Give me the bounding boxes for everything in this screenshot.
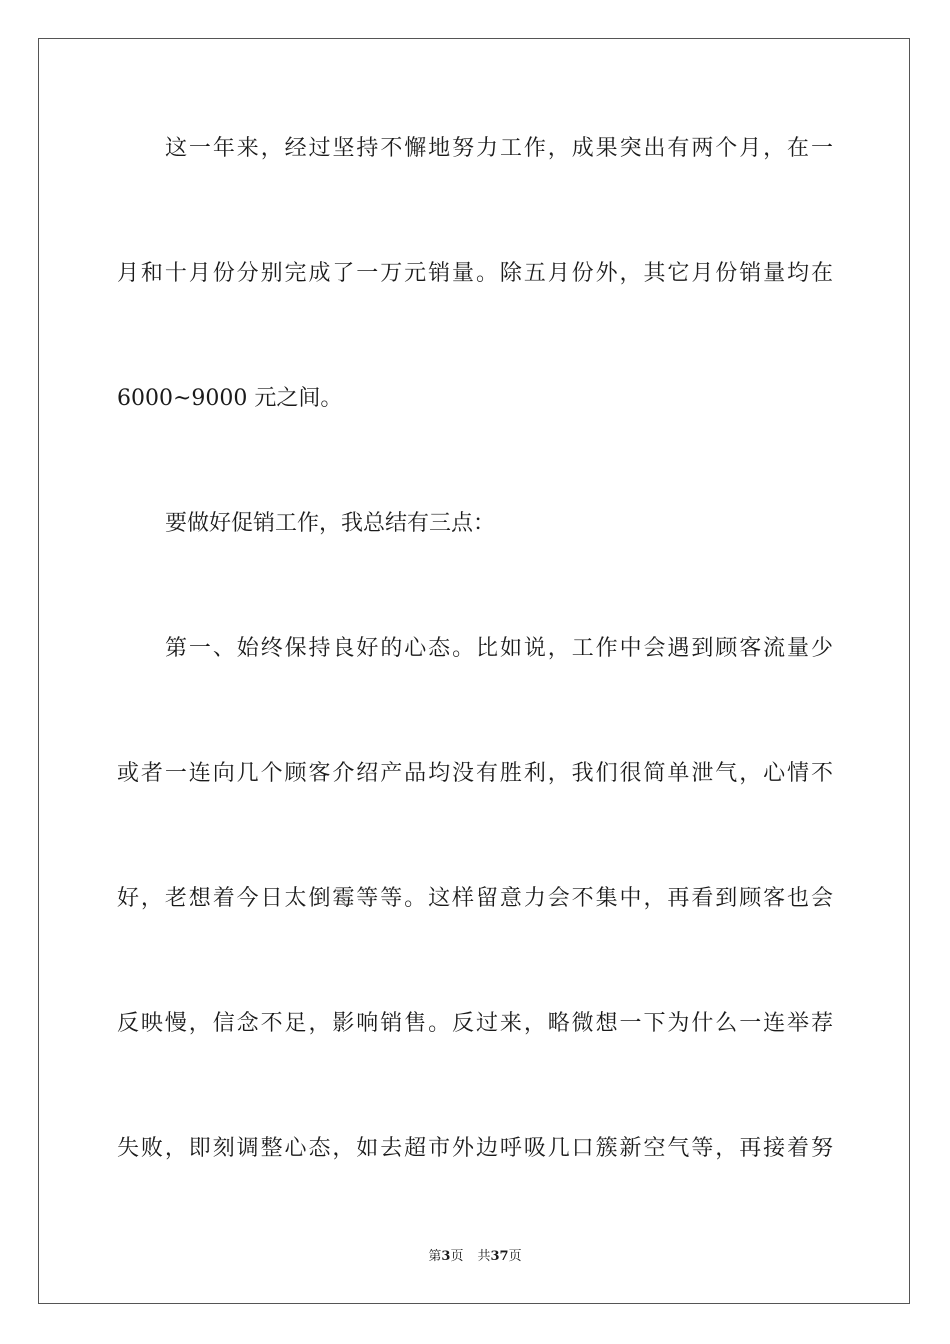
paragraph-line-8: 反映慢，信念不足，影响销售。反过来，略微想一下为什么一连举荐: [117, 1011, 833, 1036]
page-footer: [0, 1248, 950, 1266]
page-number-suffix: 页: [450, 1249, 464, 1264]
paragraph-line-5: 第一、始终保持良好的心态。比如说，工作中会遇到顾客流量少: [165, 636, 833, 661]
paragraph-line-9: 失败，即刻调整心态，如去超市外边呼吸几口簇新空气等，再接着努: [117, 1136, 833, 1161]
paragraph-line-7: 好，老想着今日太倒霉等等。这样留意力会不集中，再看到顾客也会: [117, 886, 833, 911]
paragraph-line-6: 或者一连向几个顾客介绍产品均没有胜利，我们很简单泄气，心情不: [117, 761, 833, 786]
paragraph-line-1: 这一年来，经过坚持不懈地努力工作，成果突出有两个月，在一: [165, 136, 833, 161]
page-number-current: 3: [441, 1249, 451, 1264]
paragraph-line-4: 要做好促销工作，我总结有三点：: [165, 511, 496, 536]
paragraph-line-2: 月和十月份分别完成了一万元销量。除五月份外，其它月份销量均在: [117, 261, 833, 286]
page-border: [38, 38, 910, 1304]
page-number-prefix: 第: [428, 1249, 442, 1264]
page-total-prefix: 共: [477, 1249, 491, 1264]
page-total-suffix: 页: [508, 1249, 522, 1264]
page-total-count: 37: [490, 1249, 509, 1264]
paragraph-line-3: 6000~9000 元之间。: [117, 386, 343, 411]
